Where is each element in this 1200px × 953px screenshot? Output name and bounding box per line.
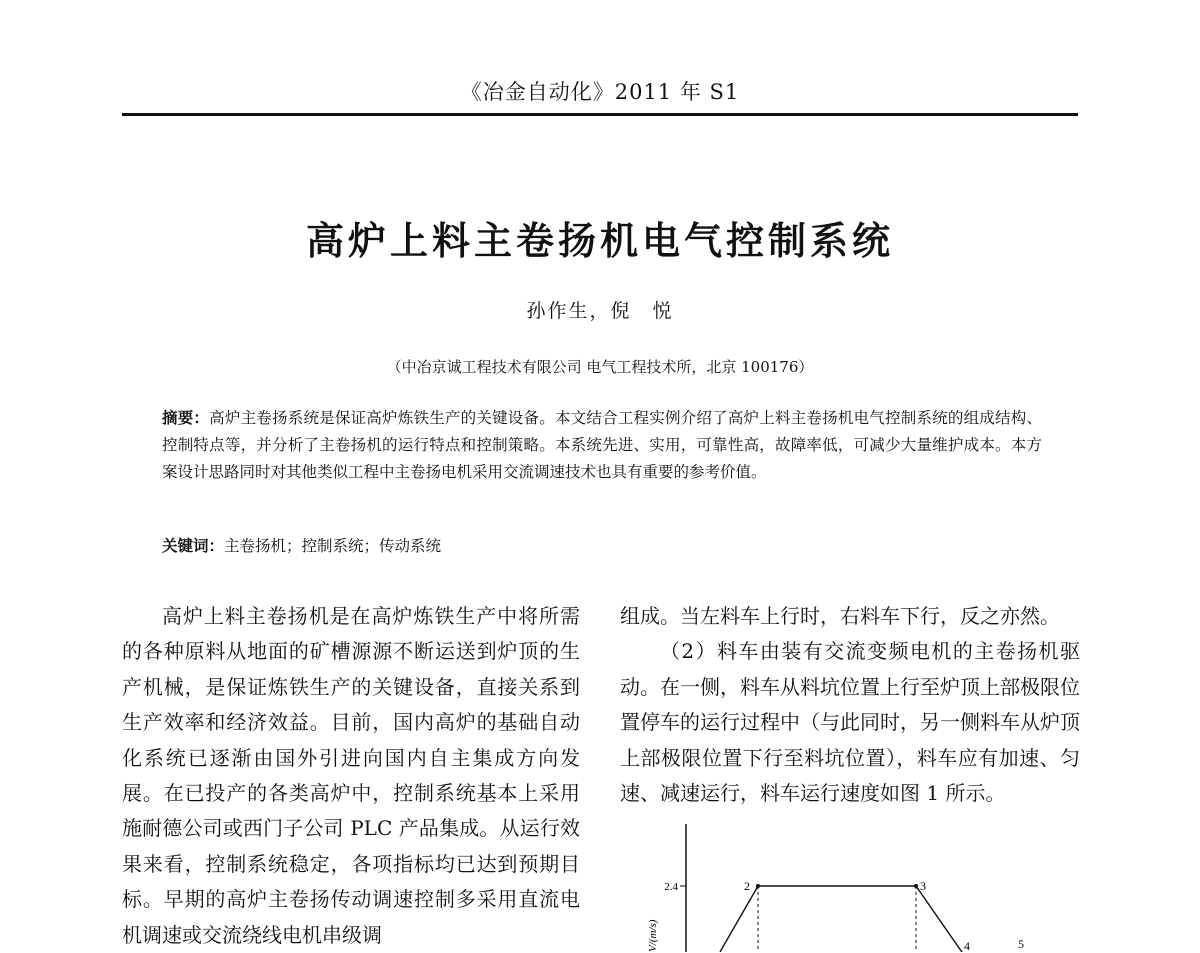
abstract-text: 高炉主卷扬系统是保证高炉炼铁生产的关键设备。本文结合工程实例介绍了高炉上料主卷扬机电气控制系统的组成结构、控制特点等，并分析了主卷扬机的运行特点和控制策略。本系统先进、实用，可靠性高，故障率低，可减少大量维护成本。本方案设计思路同时对其他类似工程中主卷扬电机采用交流调速技术也具有重要的参考价值。 [162, 409, 1042, 481]
point-marker [914, 884, 918, 888]
header-rule [122, 113, 1078, 116]
y-tick-label: 2.4 [664, 881, 678, 893]
keywords-text: 主卷扬机；控制系统；传动系统 [224, 537, 442, 555]
point-marker [756, 884, 760, 888]
body-right-column [620, 599, 1080, 811]
body-left-column [122, 599, 580, 953]
point-label: 4 [964, 939, 970, 952]
body-paragraph: 高炉上料主卷扬机是在高炉炼铁生产中将所需的各种原料从地面的矿槽源源不断运送到炉顶的生产机械，是保证炼铁生产的关键设备，直接关系到生产效率和经济效益。目前，国内高炉的基础自动化系统已逐渐由国外引进向国内自主集成方向发展。在已投产的各类高炉中，控制系统基本上采用施耐德公司或西门子公司 PLC 产品集成。从运行效果来看，控制系统稳定，各项指标均已达到预期目标。早期的高炉主卷扬传动调速控制多采用直流电机调速或交流绕线电机串级调 [122, 604, 580, 947]
keywords [162, 534, 1042, 556]
accel-segment [720, 886, 758, 952]
decel-segment [916, 886, 966, 952]
point-label: 2 [744, 879, 750, 893]
keywords-label: 关键词： [162, 536, 225, 555]
speed-figure [620, 820, 1080, 952]
body-paragraph: （2）料车由装有交流变频电机的主卷扬机驱动。在一侧，料车从料坑位置上行至炉顶上部极限位置停车的运行过程中（与此同时，另一侧料车从炉顶上部极限位置下行至料坑位置），料车应有加速、匀速、减速运行，料车运行速度如图 1 所示。 [620, 639, 1080, 806]
abstract [162, 404, 1042, 486]
point-label: 5 [1018, 937, 1024, 951]
speed-chart [620, 820, 1080, 952]
article-affiliation: （中冶京诚工程技术有限公司 电气工程技术所，北京 100176） [386, 358, 814, 376]
point-label: 3 [920, 879, 926, 893]
abstract-label: 摘要： [162, 408, 210, 427]
article-title: 高炉上料主卷扬机电气控制系统 [305, 219, 894, 263]
y-axis-label: V/(m/s) [647, 919, 659, 952]
body-paragraph-continuation: 组成。当左料车上行时，右料车下行，反之亦然。 [620, 604, 1060, 628]
journal-header: 《冶金自动化》2011 年 S1 [460, 80, 740, 104]
article-authors: 孙作生，倪 悦 [526, 300, 674, 322]
